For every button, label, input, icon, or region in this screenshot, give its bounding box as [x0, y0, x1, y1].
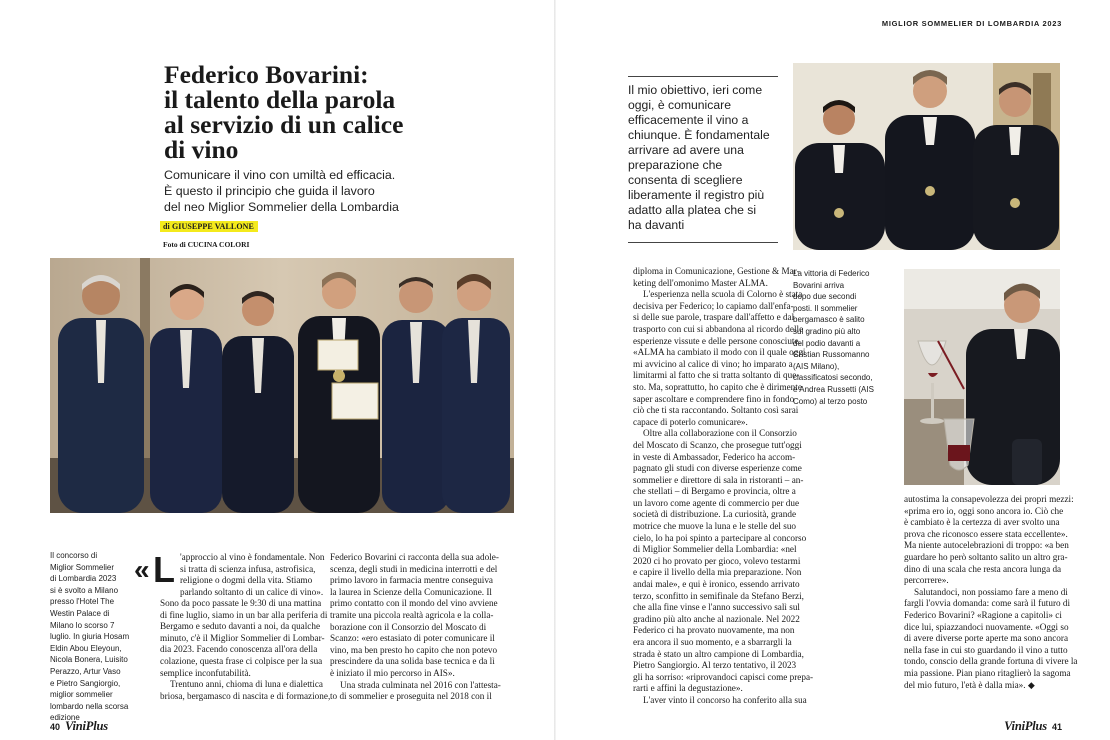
- running-head: MIGLIOR SOMMELIER DI LOMBARDIA 2023: [881, 19, 1062, 28]
- magazine-logo-right: ViniPlus: [1004, 719, 1047, 733]
- body-column-3: diploma in Comunicazione, Gestione & Mar- keting dell'omonimo Master ALMA. L'esperienza nella scuola di Colorno è stata decisiva per Federico; lo capiamo dall'enfa- si delle sue parole, traspare dall'affetto e dal trasporto con cui si abbandona al ricordo delle esperienze vissute e delle persone conosciute. «ALMA ha cambiato il modo con il quale oggi mi avvicino al calice di vino; ho imparato a limitarmi al fatto che si tratta soltanto di que- sto. Ma, soprattutto, ho capito che è dirimente saper ascoltare e comprendere fino in fondo ciò che ti sta raccontando. Soltanto così sarai capace di poterlo comunicare». Oltre alla collaborazione con il Consorzio del Moscato di Scanzo, che prosegue tutt'oggi in veste di Ambassador, Federico ha accom- pagnato gli studi con diverse esperienze come sommelier e direttore di sala in ristoranti – an- che stellati – di Bergamo e provincia, oltre a un lavoro come agente di commercio per due società di distribuzione. La curiosità, grande motrice che muove la luna e le stelle del suo cielo, lo ha poi spinto a partecipare al concorso di Miglior Sommelier della Lombardia: «nel 2020 ci ho provato per gioco, volevo testarmi e capire il livello della mia preparazione. Non andai male», e qui è ironico, essendo arrivato terzo, sconfitto in semifinale da Stefano Berzi, che alla fine vinse e l'anno successivo salì sul gradino più alto anche al nazionale. Nel 2022 Federico ci ha provato nuovamente, ma non era ancora il suo momento, e a sbarrargli la strada è stato un altro campione di Lombardia, Pietro Sangiorgio. Al terzo tentativo, il 2023 gli ha sorriso: «riprovandoci capisci come prepa- rarti e affini la degustazione». L'aver vinto il concorso ha conferito alla sua: [633, 266, 814, 705]
- page-number: 40: [50, 722, 61, 732]
- page-folio-right: [1004, 719, 1062, 734]
- page-number-right: 41: [1051, 722, 1062, 732]
- photo-caption-right: La vittoria di Federico Bovarini arriva dopo due secondi posti. Il sommelier bergamasco è salito sul gradino più alto del podio davanti a Cristian Russomanno (AIS Milano), classificatosi secondo, e Andrea Russetti (AIS Como) al terzo posto: [793, 269, 874, 406]
- drop-cap-quote: «: [134, 554, 150, 585]
- wine-pouring-photo: [904, 269, 1060, 485]
- podium-photo: [793, 63, 1060, 250]
- page-folio-left: [50, 719, 108, 734]
- drop-cap-letter: L: [153, 549, 175, 590]
- body-column-2: Federico Bovarini ci racconta della sua adole- scenza, degli studi in medicina interrotti e del primo lavoro in farmacia mentre conseguiva la laurea in Scienze della Comunicazione. Il primo contatto con il mondo del vino avviene tramite una piccola realtà agricola e la colla- borazione con il Consorzio del Moscato di Scanzo: «ero estasiato di poter comunicare il vino, ma ben presto ho capito che non potevo prescindere da una solida base tecnica e da lì è iniziato il mio percorso in AIS». Una strada culminata nel 2016 con l'attesta- to di sommelier e proseguita nel 2018 con il: [330, 552, 501, 702]
- photo-caption: Il concorso di Miglior Sommelier di Lombardia 2023 si è svolto a Milano presso l'Hotel The Westin Palace di Milano lo scorso 7 luglio. In giuria Hosam Eldin Abou Eleyoun, Nicola Bonera, Luisito Perazzo, Artur Vaso e Pietro Sangiorgio, miglior sommelier lombardo nella scorsa edizione: [50, 551, 130, 723]
- magazine-logo: ViniPlus: [65, 719, 108, 733]
- article-subhead: Comunicare il vino con umiltà ed efficacia. È questo il principio che guida il lavoro del neo Miglior Sommelier della Lombardia: [164, 168, 399, 214]
- body-column-1-lead: 'approccio al vino è fondamentale. Non si tratta di scienza infusa, astrofisica, religione o dogmi della vita. Stiamo parlando soltanto di un calice di vino».: [180, 552, 325, 597]
- drop-cap: [134, 549, 175, 592]
- pull-quote: Il mio obiettivo, ieri come oggi, è comunicare efficacemente il vino a chiunque. È fondamentale arrivare ad avere una preparazione che consenta di scegliere liberamente il registro più adatto alla platea che si ha davanti: [628, 76, 778, 243]
- body-column-1: Sono da poco passate le 9:30 di una mattina di fine luglio, siamo in un bar alla periferia di Bergamo e seduto davanti a noi, da qualche minuto, c'è il Miglior Sommelier di Lombar- dia 2023. Facendo conoscenza all'ora della colazione, questa frase ci colpisce per la sua semplice inconfutabilità. Trentuno anni, chioma di luna e dialettica briosa, bergamasco di nascita e di formazione,: [160, 598, 331, 701]
- article-headline: Federico Bovarini: il talento della parola al servizio di un calice di vino: [164, 60, 404, 164]
- photo-credit: Foto di CUCINA COLORI: [163, 240, 250, 249]
- body-column-4: autostima la consapevolezza dei propri mezzi: «prima ero io, oggi sono ancora io. Ciò che è cambiato è la certezza di aver svolto una prova che riconosco essere stata eccellente». Ma niente autocelebrazioni di troppo: «a ben guardare ho però soltanto salito un altro gra- dino di una scala che resta ancora lunga da percorrere». Salutandoci, non possiamo fare a meno di fargli l'ovvia domanda: come sarà il futuro di Federico Bovarini? «Ragione a capitoli» ci dice lui, spiazzandoci nuovamente. «Oggi so di avere diverse porte aperte ma sono ancora nella fase in cui sto guardando il vino a tutto tondo, conscio della grande fortuna di vivere la mia passione. Pian piano ritaglierò la sagoma del mio futuro, l'età è dalla mia». ◆: [904, 494, 1078, 690]
- right-page: [555, 0, 1110, 740]
- group-photo: [50, 258, 514, 513]
- author-byline: di GIUSEPPE VALLONE: [160, 221, 258, 232]
